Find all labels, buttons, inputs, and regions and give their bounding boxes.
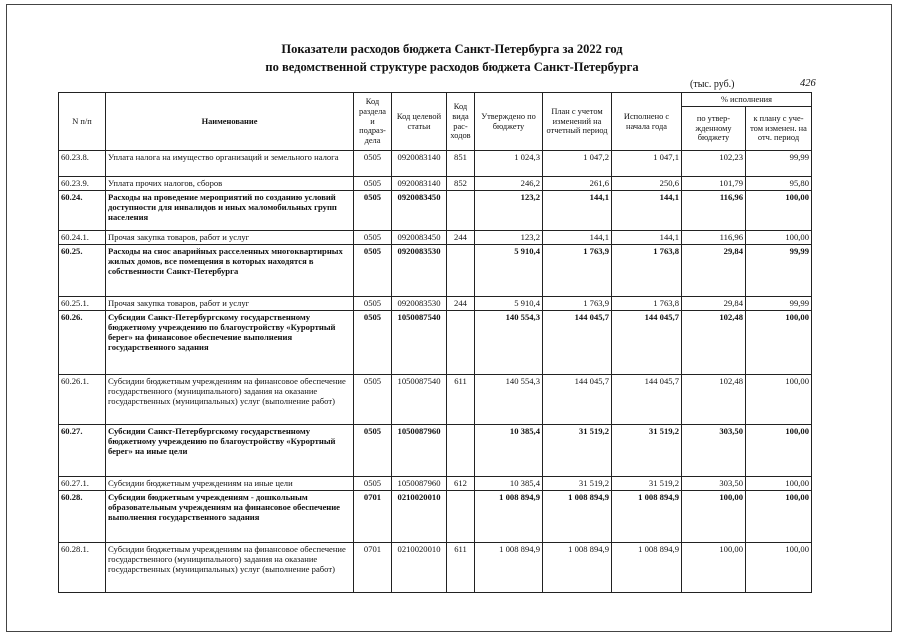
row-approved: 123,2 — [475, 231, 543, 245]
row-planned: 31 519,2 — [543, 425, 612, 477]
row-name: Уплата прочих налогов, сборов — [106, 177, 354, 191]
row-section-code: 0505 — [354, 177, 392, 191]
row-target-code: 0920083140 — [392, 151, 447, 177]
row-pct-plan: 100,00 — [746, 425, 812, 477]
row-approved: 1 008 894,9 — [475, 543, 543, 593]
row-name: Субсидии бюджетным учреждениям на финансовое обеспечение государственного (муниципального) задания на оказание государственных (муниципальных) услуг (выполнение работ) — [106, 543, 354, 593]
row-pct-plan: 100,00 — [746, 491, 812, 543]
row-section-code: 0701 — [354, 491, 392, 543]
row-name: Прочая закупка товаров, работ и услуг — [106, 231, 354, 245]
row-target-code: 1050087540 — [392, 375, 447, 425]
row-pct-approved: 29,84 — [682, 297, 746, 311]
row-number: 60.27.1. — [59, 477, 106, 491]
header-pct-plan: к плану с уче- том изменен. на отч. период — [746, 107, 812, 151]
row-expense-type-code: 244 — [447, 231, 475, 245]
table-row — [59, 491, 812, 543]
row-name: Расходы на проведение мероприятий по созданию условий доступности для инвалидов и иных маломобильных групп населения — [106, 191, 354, 231]
row-expense-type-code: 612 — [447, 477, 475, 491]
row-pct-approved: 303,50 — [682, 425, 746, 477]
row-planned: 1 047,2 — [543, 151, 612, 177]
row-executed: 144 045,7 — [612, 375, 682, 425]
table-row — [59, 177, 812, 191]
row-approved: 140 554,3 — [475, 311, 543, 375]
row-approved: 140 554,3 — [475, 375, 543, 425]
row-number: 60.24. — [59, 191, 106, 231]
row-executed: 144,1 — [612, 191, 682, 231]
row-expense-type-code: 611 — [447, 375, 475, 425]
table-row — [59, 311, 812, 375]
document-title: Показатели расходов бюджета Санкт-Петербурга за 2022 год — [281, 42, 623, 56]
header-planned: План с учетом изменений на отчетный период — [543, 93, 612, 151]
row-expense-type-code — [447, 245, 475, 297]
row-executed: 1 763,8 — [612, 297, 682, 311]
row-pct-approved: 100,00 — [682, 543, 746, 593]
row-section-code: 0505 — [354, 151, 392, 177]
row-executed: 250,6 — [612, 177, 682, 191]
page-number: 426 — [800, 78, 816, 89]
row-planned: 1 763,9 — [543, 297, 612, 311]
row-pct-plan: 100,00 — [746, 191, 812, 231]
row-approved: 246,2 — [475, 177, 543, 191]
table-row — [59, 231, 812, 245]
row-pct-approved: 102,23 — [682, 151, 746, 177]
row-number: 60.23.9. — [59, 177, 106, 191]
table-row — [59, 151, 812, 177]
row-approved: 5 910,4 — [475, 297, 543, 311]
row-planned: 144 045,7 — [543, 375, 612, 425]
table-row — [59, 543, 812, 593]
row-number: 60.28.1. — [59, 543, 106, 593]
row-target-code: 1050087960 — [392, 425, 447, 477]
row-number: 60.28. — [59, 491, 106, 543]
row-pct-approved: 303,50 — [682, 477, 746, 491]
row-planned: 31 519,2 — [543, 477, 612, 491]
row-pct-plan: 95,80 — [746, 177, 812, 191]
row-planned: 1 008 894,9 — [543, 543, 612, 593]
row-number: 60.26.1. — [59, 375, 106, 425]
row-number: 60.25.1. — [59, 297, 106, 311]
row-section-code: 0505 — [354, 375, 392, 425]
header-executed: Исполнено с начала года — [612, 93, 682, 151]
row-name: Субсидии Санкт-Петербургскому государственному бюджетному учреждению по благоустройству «Курортный берег» на финансовое обеспечение выполнения государственного задания — [106, 311, 354, 375]
row-expense-type-code — [447, 425, 475, 477]
table-row — [59, 297, 812, 311]
row-expense-type-code: 611 — [447, 543, 475, 593]
row-number: 60.24.1. — [59, 231, 106, 245]
row-executed: 31 519,2 — [612, 425, 682, 477]
row-number: 60.26. — [59, 311, 106, 375]
row-number: 60.27. — [59, 425, 106, 477]
row-section-code: 0505 — [354, 425, 392, 477]
row-expense-type-code: 851 — [447, 151, 475, 177]
row-executed: 1 047,1 — [612, 151, 682, 177]
row-approved: 123,2 — [475, 191, 543, 231]
table-row — [59, 191, 812, 231]
header-pct-approved: по утвер- жденному бюджету — [682, 107, 746, 151]
row-expense-type-code: 852 — [447, 177, 475, 191]
units-label: (тыс. руб.) — [690, 79, 735, 90]
row-name: Прочая закупка товаров, работ и услуг — [106, 297, 354, 311]
row-expense-type-code — [447, 311, 475, 375]
table-row — [59, 477, 812, 491]
row-section-code: 0505 — [354, 477, 392, 491]
row-pct-plan: 100,00 — [746, 543, 812, 593]
row-target-code: 0920083450 — [392, 191, 447, 231]
row-pct-plan: 100,00 — [746, 311, 812, 375]
row-number: 60.23.8. — [59, 151, 106, 177]
header-expense-type-code: Код вида рас- ходов — [447, 93, 475, 151]
row-name: Уплата налога на имущество организаций и земельного налога — [106, 151, 354, 177]
row-pct-plan: 100,00 — [746, 375, 812, 425]
row-expense-type-code — [447, 191, 475, 231]
row-name: Субсидии бюджетным учреждениям на финансовое обеспечение государственного (муниципального) задания на оказание государственных (муниципальных) услуг (выполнение работ) — [106, 375, 354, 425]
document-subtitle: по ведомственной структуре расходов бюджета Санкт-Петербурга — [265, 60, 639, 74]
row-pct-approved: 100,00 — [682, 491, 746, 543]
row-planned: 144 045,7 — [543, 311, 612, 375]
row-section-code: 0505 — [354, 297, 392, 311]
row-expense-type-code — [447, 491, 475, 543]
row-section-code: 0505 — [354, 311, 392, 375]
row-target-code: 0920083450 — [392, 231, 447, 245]
row-name: Субсидии бюджетным учреждениям - дошкольным образовательным учреждениям на финансовое обеспечение выполнения государственного задания — [106, 491, 354, 543]
row-name: Расходы на снос аварийных расселенных многоквартирных жилых домов, все помещения в которых находятся в собственности Санкт-Петербурга — [106, 245, 354, 297]
table-row — [59, 425, 812, 477]
row-pct-approved: 116,96 — [682, 231, 746, 245]
row-expense-type-code: 244 — [447, 297, 475, 311]
row-pct-approved: 102,48 — [682, 311, 746, 375]
row-approved: 1 024,3 — [475, 151, 543, 177]
row-executed: 1 008 894,9 — [612, 491, 682, 543]
table-row — [59, 245, 812, 297]
row-planned: 1 763,9 — [543, 245, 612, 297]
budget-table — [58, 92, 812, 593]
row-planned: 261,6 — [543, 177, 612, 191]
row-approved: 10 385,4 — [475, 425, 543, 477]
row-executed: 144 045,7 — [612, 311, 682, 375]
row-planned: 144,1 — [543, 191, 612, 231]
header-target-code: Код целевой статьи — [392, 93, 447, 151]
row-section-code: 0505 — [354, 191, 392, 231]
row-executed: 1 763,8 — [612, 245, 682, 297]
row-planned: 1 008 894,9 — [543, 491, 612, 543]
row-pct-approved: 102,48 — [682, 375, 746, 425]
row-target-code: 0920083530 — [392, 245, 447, 297]
row-section-code: 0505 — [354, 245, 392, 297]
row-target-code: 0210020010 — [392, 543, 447, 593]
table-row — [59, 375, 812, 425]
row-approved: 5 910,4 — [475, 245, 543, 297]
header-section-code: Код раздела и подраз- дела — [354, 93, 392, 151]
row-executed: 1 008 894,9 — [612, 543, 682, 593]
row-number: 60.25. — [59, 245, 106, 297]
row-name: Субсидии Санкт-Петербургскому государственному бюджетному учреждению по благоустройству «Курортный берег» на иные цели — [106, 425, 354, 477]
header-name: Наименование — [106, 93, 354, 151]
row-pct-approved: 101,79 — [682, 177, 746, 191]
table-header-row — [59, 93, 812, 107]
row-pct-approved: 29,84 — [682, 245, 746, 297]
row-pct-plan: 99,99 — [746, 245, 812, 297]
row-pct-plan: 99,99 — [746, 297, 812, 311]
row-pct-plan: 100,00 — [746, 477, 812, 491]
row-pct-approved: 116,96 — [682, 191, 746, 231]
row-planned: 144,1 — [543, 231, 612, 245]
row-approved: 1 008 894,9 — [475, 491, 543, 543]
header-num: N п/п — [59, 93, 106, 151]
table-body — [59, 151, 812, 593]
row-section-code: 0505 — [354, 231, 392, 245]
row-approved: 10 385,4 — [475, 477, 543, 491]
header-percent-group: % исполнения — [682, 93, 812, 107]
row-executed: 31 519,2 — [612, 477, 682, 491]
row-target-code: 0920083140 — [392, 177, 447, 191]
row-target-code: 1050087960 — [392, 477, 447, 491]
row-target-code: 1050087540 — [392, 311, 447, 375]
row-pct-plan: 100,00 — [746, 231, 812, 245]
row-target-code: 0920083530 — [392, 297, 447, 311]
row-pct-plan: 99,99 — [746, 151, 812, 177]
row-target-code: 0210020010 — [392, 491, 447, 543]
row-executed: 144,1 — [612, 231, 682, 245]
row-section-code: 0701 — [354, 543, 392, 593]
row-name: Субсидии бюджетным учреждениям на иные цели — [106, 477, 354, 491]
header-approved: Утверждено по бюджету — [475, 93, 543, 151]
